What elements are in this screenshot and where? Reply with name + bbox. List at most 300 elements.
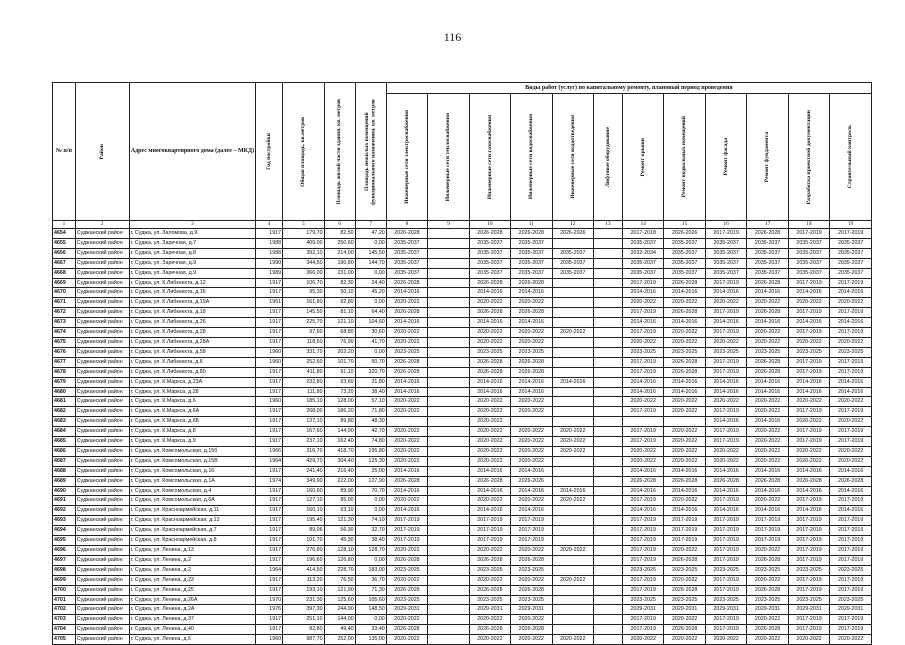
table-cell: 2035-2037	[623, 268, 664, 278]
table-row	[53, 248, 872, 258]
table-cell	[552, 367, 593, 377]
column-number: 9	[428, 221, 469, 229]
table-cell: 137,10	[283, 417, 324, 427]
header-work-type: Инженерные сети водоотведения	[552, 94, 593, 221]
table-cell: 2014-2016	[747, 288, 788, 298]
table-cell: 252,00	[324, 635, 355, 645]
table-cell: 2035-2037	[747, 268, 788, 278]
table-cell: 2026-2028	[747, 308, 788, 318]
table-cell: 2014-2016	[469, 387, 510, 397]
table-cell: 366,00	[283, 268, 324, 278]
table-cell: 2014-2016	[788, 466, 829, 476]
table-cell: 2017-2019	[469, 516, 510, 526]
table-cell: 121,90	[324, 585, 355, 595]
column-number: 17	[747, 221, 788, 229]
table-row	[53, 417, 872, 427]
table-cell: 409,00	[283, 238, 324, 248]
table-cell: 2014-2016	[830, 377, 872, 387]
table-cell: г. Суджа, ул. Ленина, д.2	[129, 555, 255, 565]
table-row	[53, 595, 872, 605]
table-cell	[428, 268, 469, 278]
table-row	[53, 238, 872, 248]
table-cell: 104,60	[355, 318, 386, 328]
table-cell: 2035-2037	[788, 248, 829, 258]
table-cell: 85,00	[324, 496, 355, 506]
table-cell: 411,80	[283, 367, 324, 377]
table-cell: 4695	[53, 536, 76, 546]
table-cell	[623, 417, 664, 427]
table-cell: Суджанский район	[75, 446, 129, 456]
table-cell: 2023-2025	[664, 347, 705, 357]
table-row	[53, 516, 872, 526]
table-cell: 418,70	[324, 446, 355, 456]
table-cell: 91,10	[324, 367, 355, 377]
table-cell: 2017-2019	[705, 308, 746, 318]
table-cell: г. Суджа, ул. К.Либкнехта, д.6	[129, 357, 255, 367]
table-cell: 1917	[256, 506, 283, 516]
table-row	[53, 337, 872, 347]
table-cell: 2026-2028	[664, 625, 705, 635]
table-cell: 2020-2022	[469, 407, 510, 417]
capital-repair-table	[52, 82, 872, 645]
table-cell: 2017-2019	[705, 437, 746, 447]
table-cell: 68,80	[324, 328, 355, 338]
table-cell: 2020-2022	[469, 397, 510, 407]
table-cell: г. Суджа, ул. К.Либкнехта, д.26	[129, 318, 255, 328]
table-cell: 2017-2019	[788, 615, 829, 625]
table-cell: 2014-2016	[747, 466, 788, 476]
table-cell: 1989	[256, 268, 283, 278]
table-cell: 127,90	[355, 476, 386, 486]
table-cell: 2023-2025	[469, 347, 510, 357]
table-cell	[594, 367, 623, 377]
header-work-type: Инженерные сети теплоснабжения	[428, 94, 469, 221]
table-cell: Суджанский район	[75, 328, 129, 338]
table-cell: 2020-2022	[469, 446, 510, 456]
table-cell: 2035-2037	[469, 268, 510, 278]
table-cell: 4656	[53, 248, 76, 258]
table-cell	[594, 615, 623, 625]
table-cell: 2020-2022	[830, 337, 872, 347]
table-cell: 2035-2037	[664, 238, 705, 248]
table-cell: 1917	[256, 615, 283, 625]
table-cell: 2014-2016	[386, 288, 427, 298]
table-cell	[552, 456, 593, 466]
table-cell: 2020-2022	[511, 546, 552, 556]
table-cell: 2014-2016	[469, 288, 510, 298]
table-cell: 2020-2022	[747, 575, 788, 585]
table-cell: 2020-2022	[386, 546, 427, 556]
table-cell: 2017-2019	[623, 427, 664, 437]
table-cell: 2035-2037	[830, 268, 872, 278]
table-cell: 2020-2022	[469, 437, 510, 447]
table-cell: Суджанский район	[75, 407, 129, 417]
table-cell: 2020-2022	[511, 635, 552, 645]
column-number: 10	[469, 221, 510, 229]
table-cell	[552, 466, 593, 476]
table-cell: 2017-2019	[830, 555, 872, 565]
table-cell: 2020-2022	[511, 337, 552, 347]
table-cell: 2014-2016	[747, 377, 788, 387]
table-cell: 145,50	[355, 248, 386, 258]
table-cell: 414,50	[283, 565, 324, 575]
table-cell: 2014-2016	[623, 506, 664, 516]
table-cell: 2017-2019	[830, 278, 872, 288]
table-cell: 4704	[53, 625, 76, 635]
table-cell: 2014-2016	[747, 318, 788, 328]
table-cell	[552, 407, 593, 417]
table-cell: 121,30	[324, 516, 355, 526]
header-work-type: Ремонт крыши	[623, 94, 664, 221]
table-cell: 2017-2019	[705, 328, 746, 338]
table-cell	[428, 516, 469, 526]
table-cell: 237,10	[283, 437, 324, 447]
table-cell: г. Суджа, ул. К.Либкнехта, д.28А	[129, 337, 255, 347]
table-cell: 2014-2016	[664, 506, 705, 516]
table-cell: 4696	[53, 546, 76, 556]
table-cell: 2026-2028	[469, 357, 510, 367]
table-cell: 2017-2019	[788, 357, 829, 367]
header-num: № п/п	[53, 83, 76, 221]
table-cell: 2020-2022	[511, 615, 552, 625]
table-cell: 33,40	[355, 625, 386, 635]
table-cell: Суджанский район	[75, 308, 129, 318]
table-cell: Суджанский район	[75, 635, 129, 645]
table-cell	[428, 337, 469, 347]
table-cell: 2014-2016	[705, 387, 746, 397]
table-cell: 2017-2019	[830, 526, 872, 536]
table-cell	[428, 258, 469, 268]
table-cell	[594, 288, 623, 298]
table-cell: 2020-2022	[623, 298, 664, 308]
table-cell: 0,00	[355, 506, 386, 516]
table-cell: Суджанский район	[75, 397, 129, 407]
table-cell	[594, 466, 623, 476]
table-cell: 73,20	[324, 387, 355, 397]
table-cell: Суджанский район	[75, 437, 129, 447]
table-cell: г. Суджа, ул. Комсомольская, д.6А	[129, 496, 255, 506]
table-cell	[428, 496, 469, 506]
table-cell: Суджанский район	[75, 268, 129, 278]
table-cell	[594, 347, 623, 357]
table-cell: 268,00	[283, 407, 324, 417]
table-cell: 2020-2022	[552, 496, 593, 506]
table-cell: 4694	[53, 526, 76, 536]
table-cell: 2017-2019	[705, 357, 746, 367]
table-cell	[594, 555, 623, 565]
table-cell: 101,70	[324, 357, 355, 367]
table-cell: 2014-2016	[511, 377, 552, 387]
header-work-type: Разработка проектной документации	[788, 94, 829, 221]
table-cell: 2017-2019	[830, 575, 872, 585]
table-cell: 2035-2037	[623, 238, 664, 248]
table-cell: 2017-2019	[705, 427, 746, 437]
table-row	[53, 387, 872, 397]
table-cell: 2023-2025	[705, 347, 746, 357]
table-cell: 2035-2037	[552, 258, 593, 268]
table-cell: 222,00	[324, 476, 355, 486]
table-cell: 4654	[53, 229, 76, 239]
column-number: 6	[324, 221, 355, 229]
table-cell: 2017-2019	[623, 308, 664, 318]
table-cell: 2023-2025	[830, 347, 872, 357]
table-cell: 2020-2022	[747, 546, 788, 556]
table-cell: 2035-2037	[664, 248, 705, 258]
table-cell	[552, 476, 593, 486]
table-cell: 2020-2022	[788, 635, 829, 645]
table-cell	[428, 605, 469, 615]
table-row	[53, 377, 872, 387]
header-work-type: Инженерные сети газоснабжения	[469, 94, 510, 221]
table-cell	[552, 238, 593, 248]
table-cell: 2020-2022	[386, 397, 427, 407]
table-cell: 2026-2028	[469, 367, 510, 377]
table-cell: 2014-2016	[705, 417, 746, 427]
header-nonres-area: Площадь нежилых помещений функционального назначения, кв. метров	[355, 83, 386, 221]
table-cell: г. Суджа, ул. Заречная, д.7	[129, 238, 255, 248]
table-cell: 2026-2028	[386, 229, 427, 239]
table-cell: 2023-2025	[830, 565, 872, 575]
table-cell: 2020-2022	[747, 328, 788, 338]
table-cell: 316,70	[283, 446, 324, 456]
table-cell: Суджанский район	[75, 526, 129, 536]
table-cell: 2017-2019	[705, 496, 746, 506]
table-row	[53, 486, 872, 496]
table-cell: 4693	[53, 516, 76, 526]
table-cell	[428, 238, 469, 248]
table-cell: 2023-2025	[469, 595, 510, 605]
table-cell: 2020-2022	[552, 446, 593, 456]
table-cell	[594, 397, 623, 407]
column-number: 18	[788, 221, 829, 229]
table-cell: 25,00	[355, 466, 386, 476]
table-cell: 232,80	[283, 377, 324, 387]
table-cell: 2020-2022	[623, 446, 664, 456]
table-cell: 2017-2019	[705, 585, 746, 595]
table-cell: 2020-2022	[747, 437, 788, 447]
column-number: 12	[552, 221, 593, 229]
table-cell: 161,80	[283, 298, 324, 308]
table-cell: 2020-2022	[386, 337, 427, 347]
table-cell: 2020-2022	[664, 635, 705, 645]
table-cell: 2035-2037	[747, 258, 788, 268]
header-work-type: Строительный контроль	[830, 94, 872, 221]
table-cell: 2014-2016	[552, 377, 593, 387]
table-cell: 2017-2019	[705, 615, 746, 625]
table-cell	[594, 605, 623, 615]
table-cell: 2035-2037	[511, 248, 552, 258]
table-cell: 2023-2025	[664, 565, 705, 575]
table-cell: Суджанский район	[75, 595, 129, 605]
table-cell: 1960	[256, 635, 283, 645]
table-cell	[428, 318, 469, 328]
table-cell: 2014-2016	[386, 318, 427, 328]
table-cell: 2029-2031	[511, 605, 552, 615]
table-cell: 167,60	[283, 427, 324, 437]
table-cell: 2020-2022	[469, 575, 510, 585]
header-work-type: Ремонт фасада	[705, 94, 746, 221]
table-cell: 89,90	[324, 486, 355, 496]
table-cell: 2035-2037	[469, 248, 510, 258]
table-cell: 2023-2025	[623, 565, 664, 575]
table-cell: 2026-2028	[386, 308, 427, 318]
table-cell: 4698	[53, 565, 76, 575]
table-cell: 2020-2022	[511, 407, 552, 417]
table-cell: 2020-2022	[664, 575, 705, 585]
header-total-area: Общая площадь, кв.метров	[283, 83, 324, 221]
table-cell: 2023-2025	[747, 595, 788, 605]
table-cell	[594, 238, 623, 248]
table-cell: 2020-2022	[386, 407, 427, 417]
table-cell: 2017-2019	[386, 536, 427, 546]
table-cell: г. Суджа, ул. Ленина, д.13	[129, 546, 255, 556]
table-cell	[594, 278, 623, 288]
table-cell: 2020-2022	[705, 337, 746, 347]
table-cell: 2017-2019	[747, 526, 788, 536]
table-cell: 2014-2016	[386, 377, 427, 387]
table-cell: 57,10	[355, 397, 386, 407]
table-cell: 2017-2019	[788, 437, 829, 447]
table-cell	[428, 585, 469, 595]
table-cell: 2023-2025	[386, 595, 427, 605]
table-row	[53, 407, 872, 417]
table-cell: 2026-2028	[664, 357, 705, 367]
table-cell: 2026-2026	[664, 229, 705, 239]
table-cell	[552, 585, 593, 595]
table-cell: 1961	[256, 298, 283, 308]
table-cell: 4673	[53, 318, 76, 328]
table-cell: 89,80	[324, 417, 355, 427]
table-cell: 2020-2022	[469, 456, 510, 466]
table-cell: г. Суджа, ул. Заречная, д.9	[129, 258, 255, 268]
table-cell: г. Суджа, ул. Ленина, д.40	[129, 625, 255, 635]
table-cell: 135,00	[355, 635, 386, 645]
table-cell: 74,10	[355, 516, 386, 526]
table-cell: 2026-2028	[511, 625, 552, 635]
table-cell: 2035-2037	[788, 268, 829, 278]
table-cell: 82,80	[283, 625, 324, 635]
table-cell: 2023-2025	[386, 347, 427, 357]
table-cell: 2026-2028	[747, 278, 788, 288]
table-cell: 144,70	[355, 258, 386, 268]
table-cell: 0,00	[355, 238, 386, 248]
table-cell: 1917	[256, 516, 283, 526]
table-cell	[594, 437, 623, 447]
table-cell: 4671	[53, 298, 76, 308]
table-cell: 2020-2022	[386, 298, 427, 308]
table-cell	[552, 347, 593, 357]
table-cell: 2023-2025	[788, 595, 829, 605]
table-cell: 2020-2022	[511, 456, 552, 466]
table-cell: Суджанский район	[75, 258, 129, 268]
table-cell: 2017-2019	[469, 536, 510, 546]
table-cell: 2020-2022	[830, 417, 872, 427]
header-living-area: Площадь жилой части здания, кв. метров	[324, 83, 355, 221]
table-cell	[552, 337, 593, 347]
table-cell	[428, 248, 469, 258]
table-cell: г. Суджа, ул. К.Маркса, д.9	[129, 437, 255, 447]
table-cell: 2023-2025	[788, 565, 829, 575]
table-cell: 2035-2037	[705, 248, 746, 258]
table-cell: 2017-2019	[664, 526, 705, 536]
table-cell: 2017-2019	[830, 496, 872, 506]
table-cell: 36,70	[355, 575, 386, 585]
table-cell: Суджанский район	[75, 486, 129, 496]
table-cell: 2014-2016	[511, 318, 552, 328]
table-cell: 2017-2019	[788, 328, 829, 338]
table-cell: 1917	[256, 417, 283, 427]
table-cell	[552, 417, 593, 427]
table-cell: 186,20	[324, 407, 355, 417]
table-cell: 4688	[53, 466, 76, 476]
table-cell	[552, 595, 593, 605]
table-cell: 2026-2028	[469, 555, 510, 565]
table-cell: 2020-2022	[788, 397, 829, 407]
table-cell: 2020-2022	[705, 446, 746, 456]
table-cell: 2017-2019	[830, 308, 872, 318]
table-cell: 2020-2022	[830, 446, 872, 456]
table-row	[53, 456, 872, 466]
table-cell: 95,30	[283, 288, 324, 298]
table-cell: 2020-2022	[552, 437, 593, 447]
table-cell	[552, 278, 593, 288]
table-cell: Суджанский район	[75, 278, 129, 288]
table-cell: 2017-2019	[623, 367, 664, 377]
table-cell: 2026-2028	[747, 625, 788, 635]
header-work-type: Инженерные сети электроснабжения	[386, 94, 427, 221]
table-cell: 128,70	[355, 546, 386, 556]
table-cell: 183,00	[355, 565, 386, 575]
table-cell: 349,90	[283, 476, 324, 486]
table-cell: 2017-2019	[469, 526, 510, 536]
table-cell: 2017-2019	[830, 357, 872, 367]
column-number: 2	[75, 221, 129, 229]
table-cell: 4690	[53, 486, 76, 496]
table-cell: 2020-2022	[552, 575, 593, 585]
table-cell: 2017-2019	[830, 328, 872, 338]
table-cell	[664, 417, 705, 427]
column-number: 4	[256, 221, 283, 229]
table-cell: 251,10	[283, 615, 324, 625]
table-cell	[594, 565, 623, 575]
table-row	[53, 268, 872, 278]
table-cell: 2014-2016	[664, 288, 705, 298]
table-cell: 2014-2016	[788, 318, 829, 328]
table-cell: 2017-2019	[623, 407, 664, 417]
table-cell: 2014-2016	[830, 288, 872, 298]
table-cell: 4705	[53, 635, 76, 645]
table-cell: 2014-2016	[705, 486, 746, 496]
table-cell: г. Суджа, ул. Комсомольская, д.16	[129, 466, 255, 476]
table-cell: 89,06	[283, 526, 324, 536]
table-cell: 2035-2037	[511, 268, 552, 278]
table-cell	[594, 308, 623, 318]
table-cell: 2017-2019	[623, 516, 664, 526]
table-cell: 2014-2016	[705, 466, 746, 476]
table-cell	[428, 536, 469, 546]
table-cell: 71,30	[355, 585, 386, 595]
table-cell: 50,70	[355, 357, 386, 367]
table-cell	[594, 387, 623, 397]
table-cell: Суджанский район	[75, 615, 129, 625]
table-cell: г. Суджа, ул. К.Либкнехта, д.18	[129, 308, 255, 318]
table-cell: 2020-2022	[469, 337, 510, 347]
table-cell: 2026-2028	[386, 625, 427, 635]
table-cell: 4702	[53, 605, 76, 615]
table-cell: Суджанский район	[75, 337, 129, 347]
table-cell: 2014-2016	[511, 288, 552, 298]
table-cell: 2020-2022	[386, 575, 427, 585]
